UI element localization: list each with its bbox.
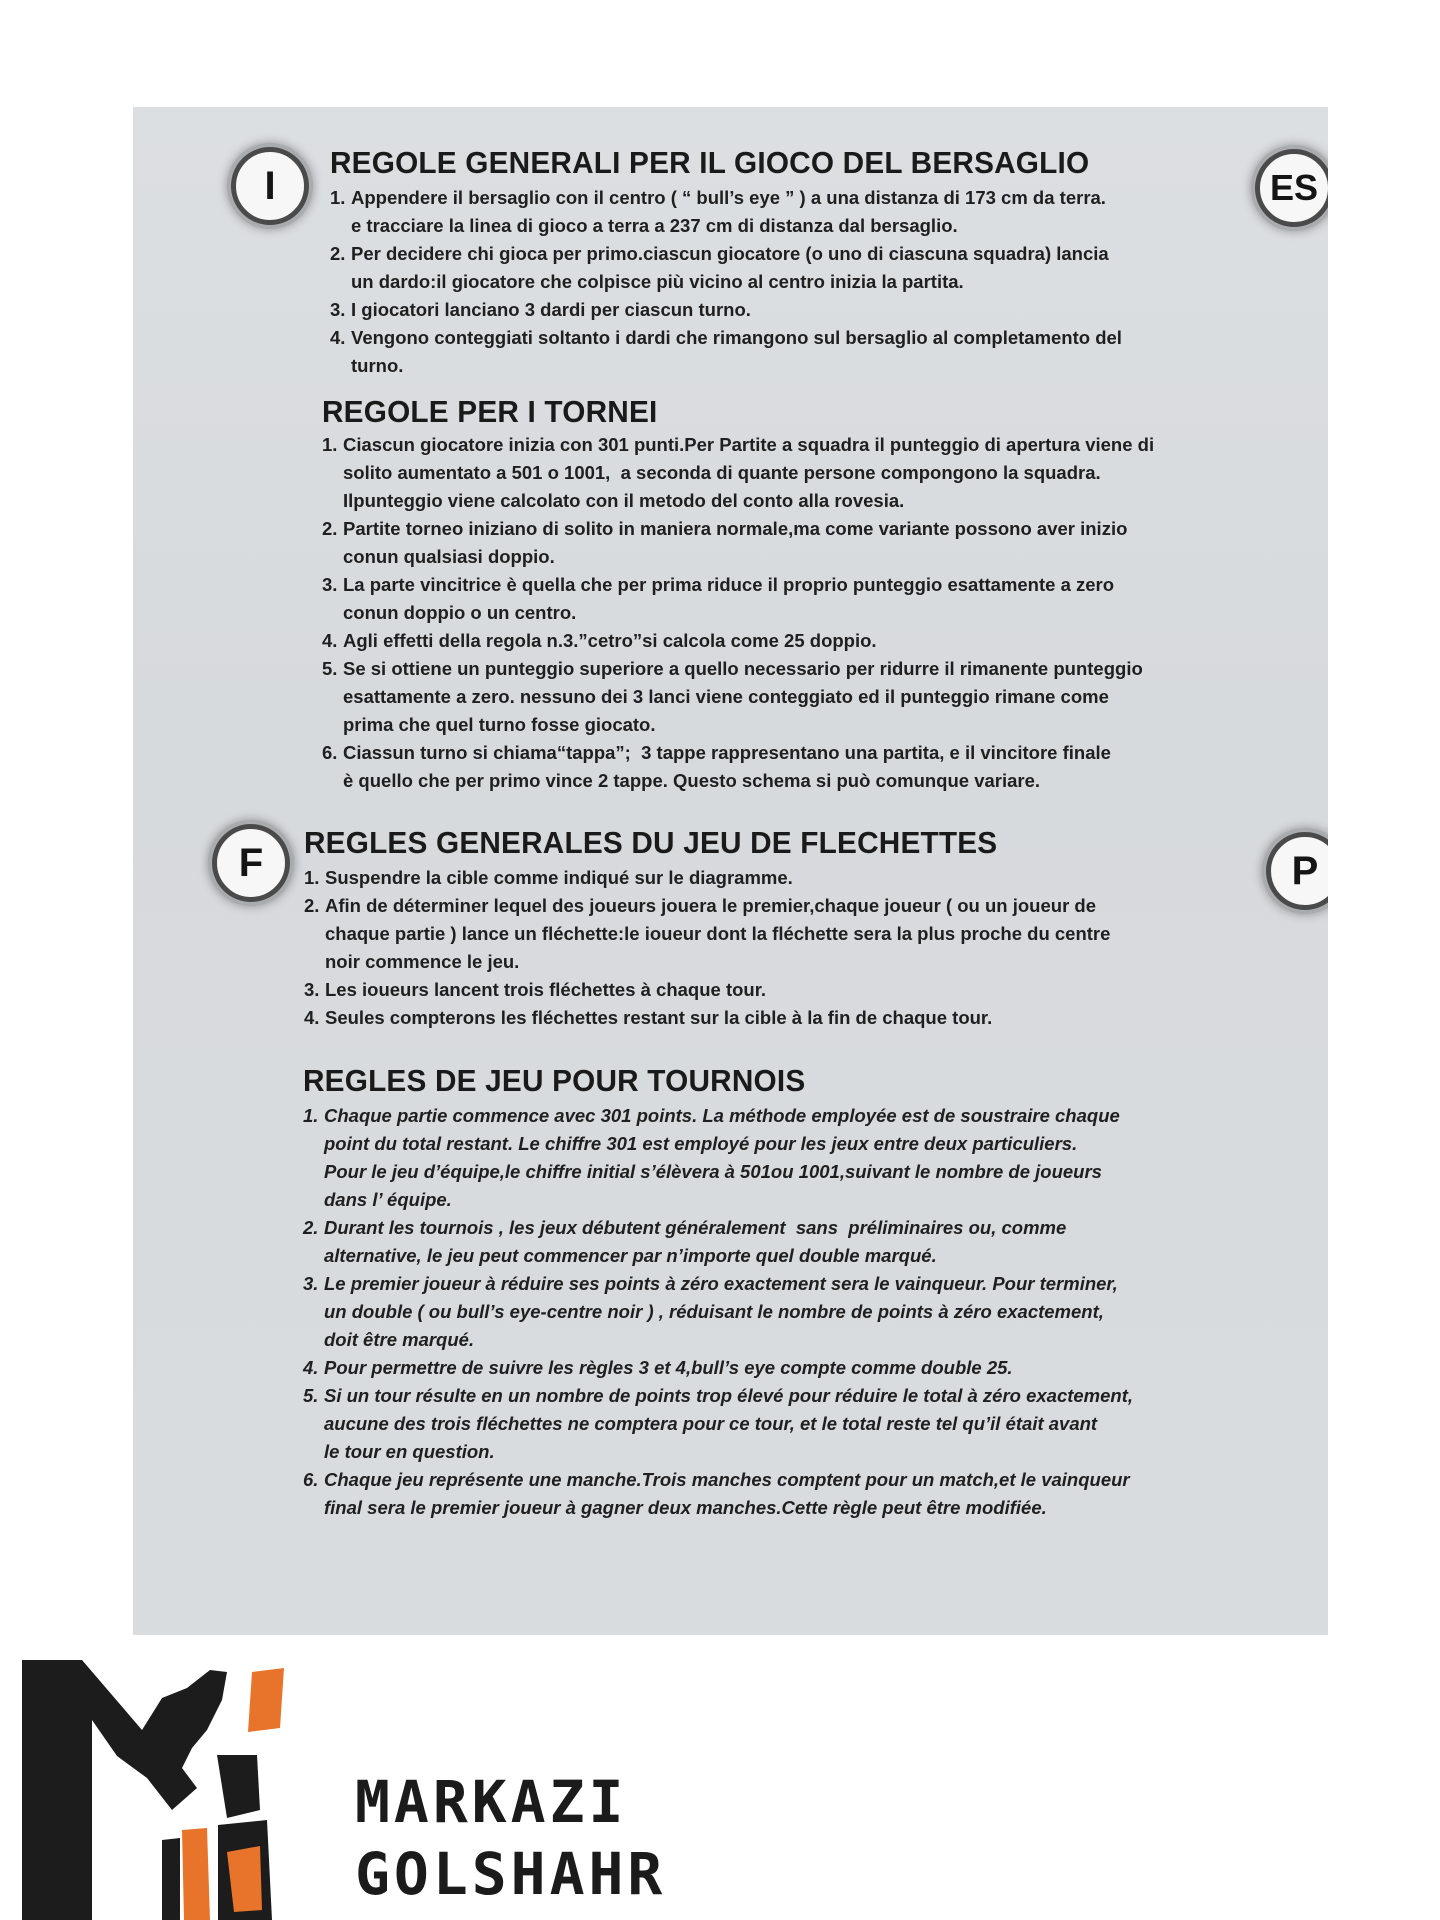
badge-portuguese-label: P	[1291, 849, 1319, 893]
rule-text-line: Seules compterons les fléchettes restant sur la cible à la fin de chaque tour.	[325, 1007, 993, 1028]
rule-number: 2.	[304, 895, 320, 916]
rule-item	[322, 571, 1328, 627]
rule-text-line: Les ioueurs lancent trois fléchettes à chaque tour.	[325, 979, 767, 1000]
rule-text-line: esattamente a zero. nessuno dei 3 lanci viene conteggiato ed il punteggio rimane come	[343, 686, 1109, 707]
badge-italian	[231, 147, 309, 225]
rule-item	[303, 1270, 1328, 1354]
list-french-tournaments	[303, 1102, 1328, 1522]
rule-number: 6.	[322, 742, 338, 763]
instruction-sheet-photo	[133, 107, 1328, 1635]
rule-item	[322, 515, 1328, 571]
list-italian-general	[330, 184, 1328, 380]
rule-item	[330, 184, 1328, 240]
rule-number: 4.	[322, 630, 338, 651]
rule-item	[303, 1466, 1328, 1522]
rule-text-line: alternative, le jeu peut commencer par n’importe quel double marqué.	[324, 1245, 937, 1266]
badge-italian-label: I	[264, 164, 276, 208]
rule-text-line: aucune des trois fléchettes ne comptera pour ce tour, et le total reste tel qu’il était avant	[324, 1413, 1098, 1434]
rule-text-line: turno.	[351, 355, 404, 376]
rule-text-line: Appendere il bersaglio con il centro ( “ bull’s eye ” ) a una distanza di 173 cm da terra.	[351, 187, 1106, 208]
section-italian-tournaments	[322, 394, 1328, 795]
rule-item	[303, 1382, 1328, 1466]
rule-text-line: conun doppio o un centro.	[343, 602, 577, 623]
badge-spanish-label: ES	[1269, 167, 1319, 208]
rule-text-line: Ciascun giocatore inizia con 301 punti.Per Partite a squadra il punteggio di apertura viene di	[343, 434, 1155, 455]
section-french-general	[304, 825, 1328, 1032]
badge-french	[212, 824, 290, 902]
rule-number: 3.	[303, 1273, 319, 1294]
rule-text-line: chaque partie ) lance un fléchette:le ioueur dont la fléchette sera la plus proche du centre	[325, 923, 1111, 944]
rule-item	[303, 1214, 1328, 1270]
rule-text-line: Ciassun turno si chiama“tappa”; 3 tappe rappresentano una partita, e il vincitore finale	[343, 742, 1111, 763]
rule-text-line: Partite torneo iniziano di solito in maniera normale,ma come variante possono aver inizio	[343, 518, 1128, 539]
rule-text-line: solito aumentato a 501 o 1001, a seconda di quante persone compongono la squadra.	[343, 462, 1101, 483]
rule-text-line: Afin de déterminer lequel des joueurs jouera le premier,chaque joueur ( ou un joueur de	[325, 895, 1096, 916]
rule-number: 1.	[330, 187, 346, 208]
rule-number: 1.	[303, 1105, 319, 1126]
rule-item	[304, 976, 1328, 1004]
rule-item	[304, 892, 1328, 976]
rule-item	[303, 1102, 1328, 1214]
rule-text-line: Suspendre la cible comme indiqué sur le diagramme.	[325, 867, 793, 888]
rule-text-line: è quello che per primo vince 2 tappe. Questo schema si può comunque variare.	[343, 770, 1041, 791]
rule-number: 5.	[322, 658, 338, 679]
rule-text-line: un dardo:il giocatore che colpisce più vicino al centro inizia la partita.	[351, 271, 964, 292]
rule-text-line: Pour permettre de suivre les règles 3 et 4,bull’s eye compte comme double 25.	[324, 1357, 1013, 1378]
rule-text-line: Durant les tournois , les jeux débutent généralement sans préliminaires ou, comme	[324, 1217, 1067, 1238]
rule-item	[304, 1004, 1328, 1032]
rule-number: 3.	[304, 979, 320, 1000]
rule-text-line: un double ( ou bull’s eye-centre noir ) , réduisant le nombre de points à zéro exactement,	[324, 1301, 1104, 1322]
rule-number: 3.	[330, 299, 346, 320]
brand-name-line-2: GOLSHAHR	[355, 1840, 667, 1908]
rule-text-line: conun qualsiasi doppio.	[343, 546, 555, 567]
rule-text-line: prima che quel turno fosse giocato.	[343, 714, 656, 735]
rule-item	[322, 431, 1328, 515]
rule-text-line: Vengono conteggiati soltanto i dardi che rimangono sul bersaglio al completamento del	[351, 327, 1122, 348]
rule-number: 1.	[322, 434, 338, 455]
rule-item	[330, 240, 1328, 296]
rule-item	[322, 627, 1328, 655]
badge-french-label: F	[238, 841, 264, 885]
rule-number: 2.	[322, 518, 338, 539]
rule-text-line: le tour en question.	[324, 1441, 495, 1462]
rule-number: 4.	[303, 1357, 319, 1378]
rule-text-line: Agli effetti della regola n.3.”cetro”si calcola come 25 doppio.	[343, 630, 877, 651]
rule-text-line: doit être marqué.	[324, 1329, 475, 1350]
heading-french-general: REGLES GENERALES DU JEU DE FLECHETTES	[304, 825, 998, 860]
rule-number: 4.	[330, 327, 346, 348]
rule-item	[303, 1354, 1328, 1382]
rule-item	[330, 324, 1328, 380]
section-italian-general	[330, 145, 1328, 380]
rule-text-line: La parte vincitrice è quella che per prima riduce il proprio punteggio esattamente a zero	[343, 574, 1115, 595]
rule-text-line: Pour le jeu d’équipe,le chiffre initial s’élèvera à 501ou 1001,suivant le nombre de joueurs	[324, 1161, 1102, 1182]
rule-text-line: Ilpunteggio viene calcolato con il metodo del conto alla rovesia.	[343, 490, 905, 511]
rule-text-line: point du total restant. Le chiffre 301 est employé pour les jeux entre deux particuliers.	[324, 1133, 1078, 1154]
rule-number: 1.	[304, 867, 320, 888]
heading-italian-general: REGOLE GENERALI PER IL GIOCO DEL BERSAGLIO	[330, 145, 1090, 180]
rule-item	[304, 864, 1328, 892]
rule-text-line: Chaque partie commence avec 301 points. La méthode employée est de soustraire chaque	[324, 1105, 1120, 1126]
rule-text-line: Per decidere chi gioca per primo.ciascun giocatore (o uno di ciascuna squadra) lancia	[351, 243, 1109, 264]
rule-item	[330, 296, 1328, 324]
rule-text-line: dans l’ équipe.	[324, 1189, 452, 1210]
rule-text-line: Le premier joueur à réduire ses points à zéro exactement sera le vainqueur. Pour terminer,	[324, 1273, 1118, 1294]
markazi-golshahr-logo-icon	[22, 1660, 327, 1920]
rule-number: 3.	[322, 574, 338, 595]
rule-text-line: final sera le premier joueur à gagner deux manches.Cette règle peut être modifiée.	[324, 1497, 1047, 1518]
rule-text-line: Si un tour résulte en un nombre de points trop élevé pour réduire le total à zéro exactement,	[324, 1385, 1134, 1406]
rule-number: 2.	[330, 243, 346, 264]
list-french-general	[304, 864, 1328, 1032]
rule-number: 2.	[303, 1217, 319, 1238]
rule-item	[322, 739, 1328, 795]
rule-text-line: noir commence le jeu.	[325, 951, 520, 972]
rule-text-line: Chaque jeu représente une manche.Trois manches comptent pour un match,et le vainqueur	[324, 1469, 1130, 1490]
list-italian-tournaments	[322, 431, 1328, 795]
section-french-tournaments	[303, 1063, 1328, 1522]
heading-french-tournaments: REGLES DE JEU POUR TOURNOIS	[303, 1063, 806, 1098]
rule-text-line: Se si ottiene un punteggio superiore a quello necessario per ridurre il rimanente punteggio	[343, 658, 1143, 679]
heading-italian-tournaments: REGOLE PER I TORNEI	[322, 394, 658, 429]
rule-text-line: e tracciare la linea di gioco a terra a 237 cm di distanza dal bersaglio.	[351, 215, 958, 236]
rule-number: 6.	[303, 1469, 319, 1490]
rule-item	[322, 655, 1328, 739]
brand-name-line-1: MARKAZI	[355, 1768, 628, 1836]
rule-number: 4.	[304, 1007, 320, 1028]
rule-number: 5.	[303, 1385, 319, 1406]
rule-text-line: I giocatori lanciano 3 dardi per ciascun turno.	[351, 299, 751, 320]
